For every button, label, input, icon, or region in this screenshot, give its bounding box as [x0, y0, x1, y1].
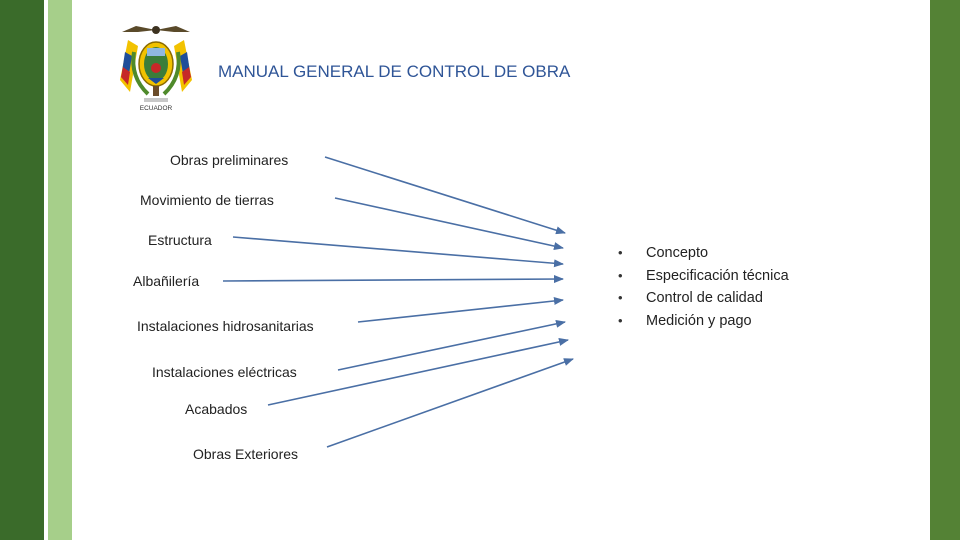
- arrow-instalaciones-hidrosanitarias: [358, 300, 563, 322]
- aspect-item: • Medición y pago: [618, 310, 789, 333]
- work-item-acabados: Acabados: [185, 401, 248, 417]
- arrow-instalaciones-electricas: [338, 322, 565, 370]
- work-item-instalaciones-hidrosanitarias: Instalaciones hidrosanitarias: [137, 318, 314, 334]
- arrow-movimiento-de-tierras: [335, 198, 563, 248]
- logo-caption: ECUADOR: [139, 105, 173, 112]
- work-item-estructura: Estructura: [148, 232, 212, 248]
- arrow-albanileria: [223, 279, 563, 281]
- arrow-obras-exteriores: [327, 359, 573, 447]
- work-item-obras-exteriores: Obras Exteriores: [193, 446, 299, 462]
- work-item-albanileria: Albañilería: [133, 273, 200, 289]
- work-item-movimiento-de-tierras: Movimiento de tierras: [140, 192, 274, 208]
- aspect-item: • Especificación técnica: [618, 265, 789, 288]
- work-item-instalaciones-electricas: Instalaciones eléctricas: [152, 364, 297, 380]
- aspects-list: [618, 242, 789, 332]
- arrow-acabados: [268, 340, 568, 405]
- aspect-item: • Control de calidad: [618, 287, 789, 310]
- aspect-item: • Concepto: [618, 242, 789, 265]
- page-title: MANUAL GENERAL DE CONTROL DE OBRA: [218, 62, 571, 81]
- arrow-estructura: [233, 237, 563, 264]
- work-item-obras-preliminares: Obras preliminares: [170, 152, 289, 168]
